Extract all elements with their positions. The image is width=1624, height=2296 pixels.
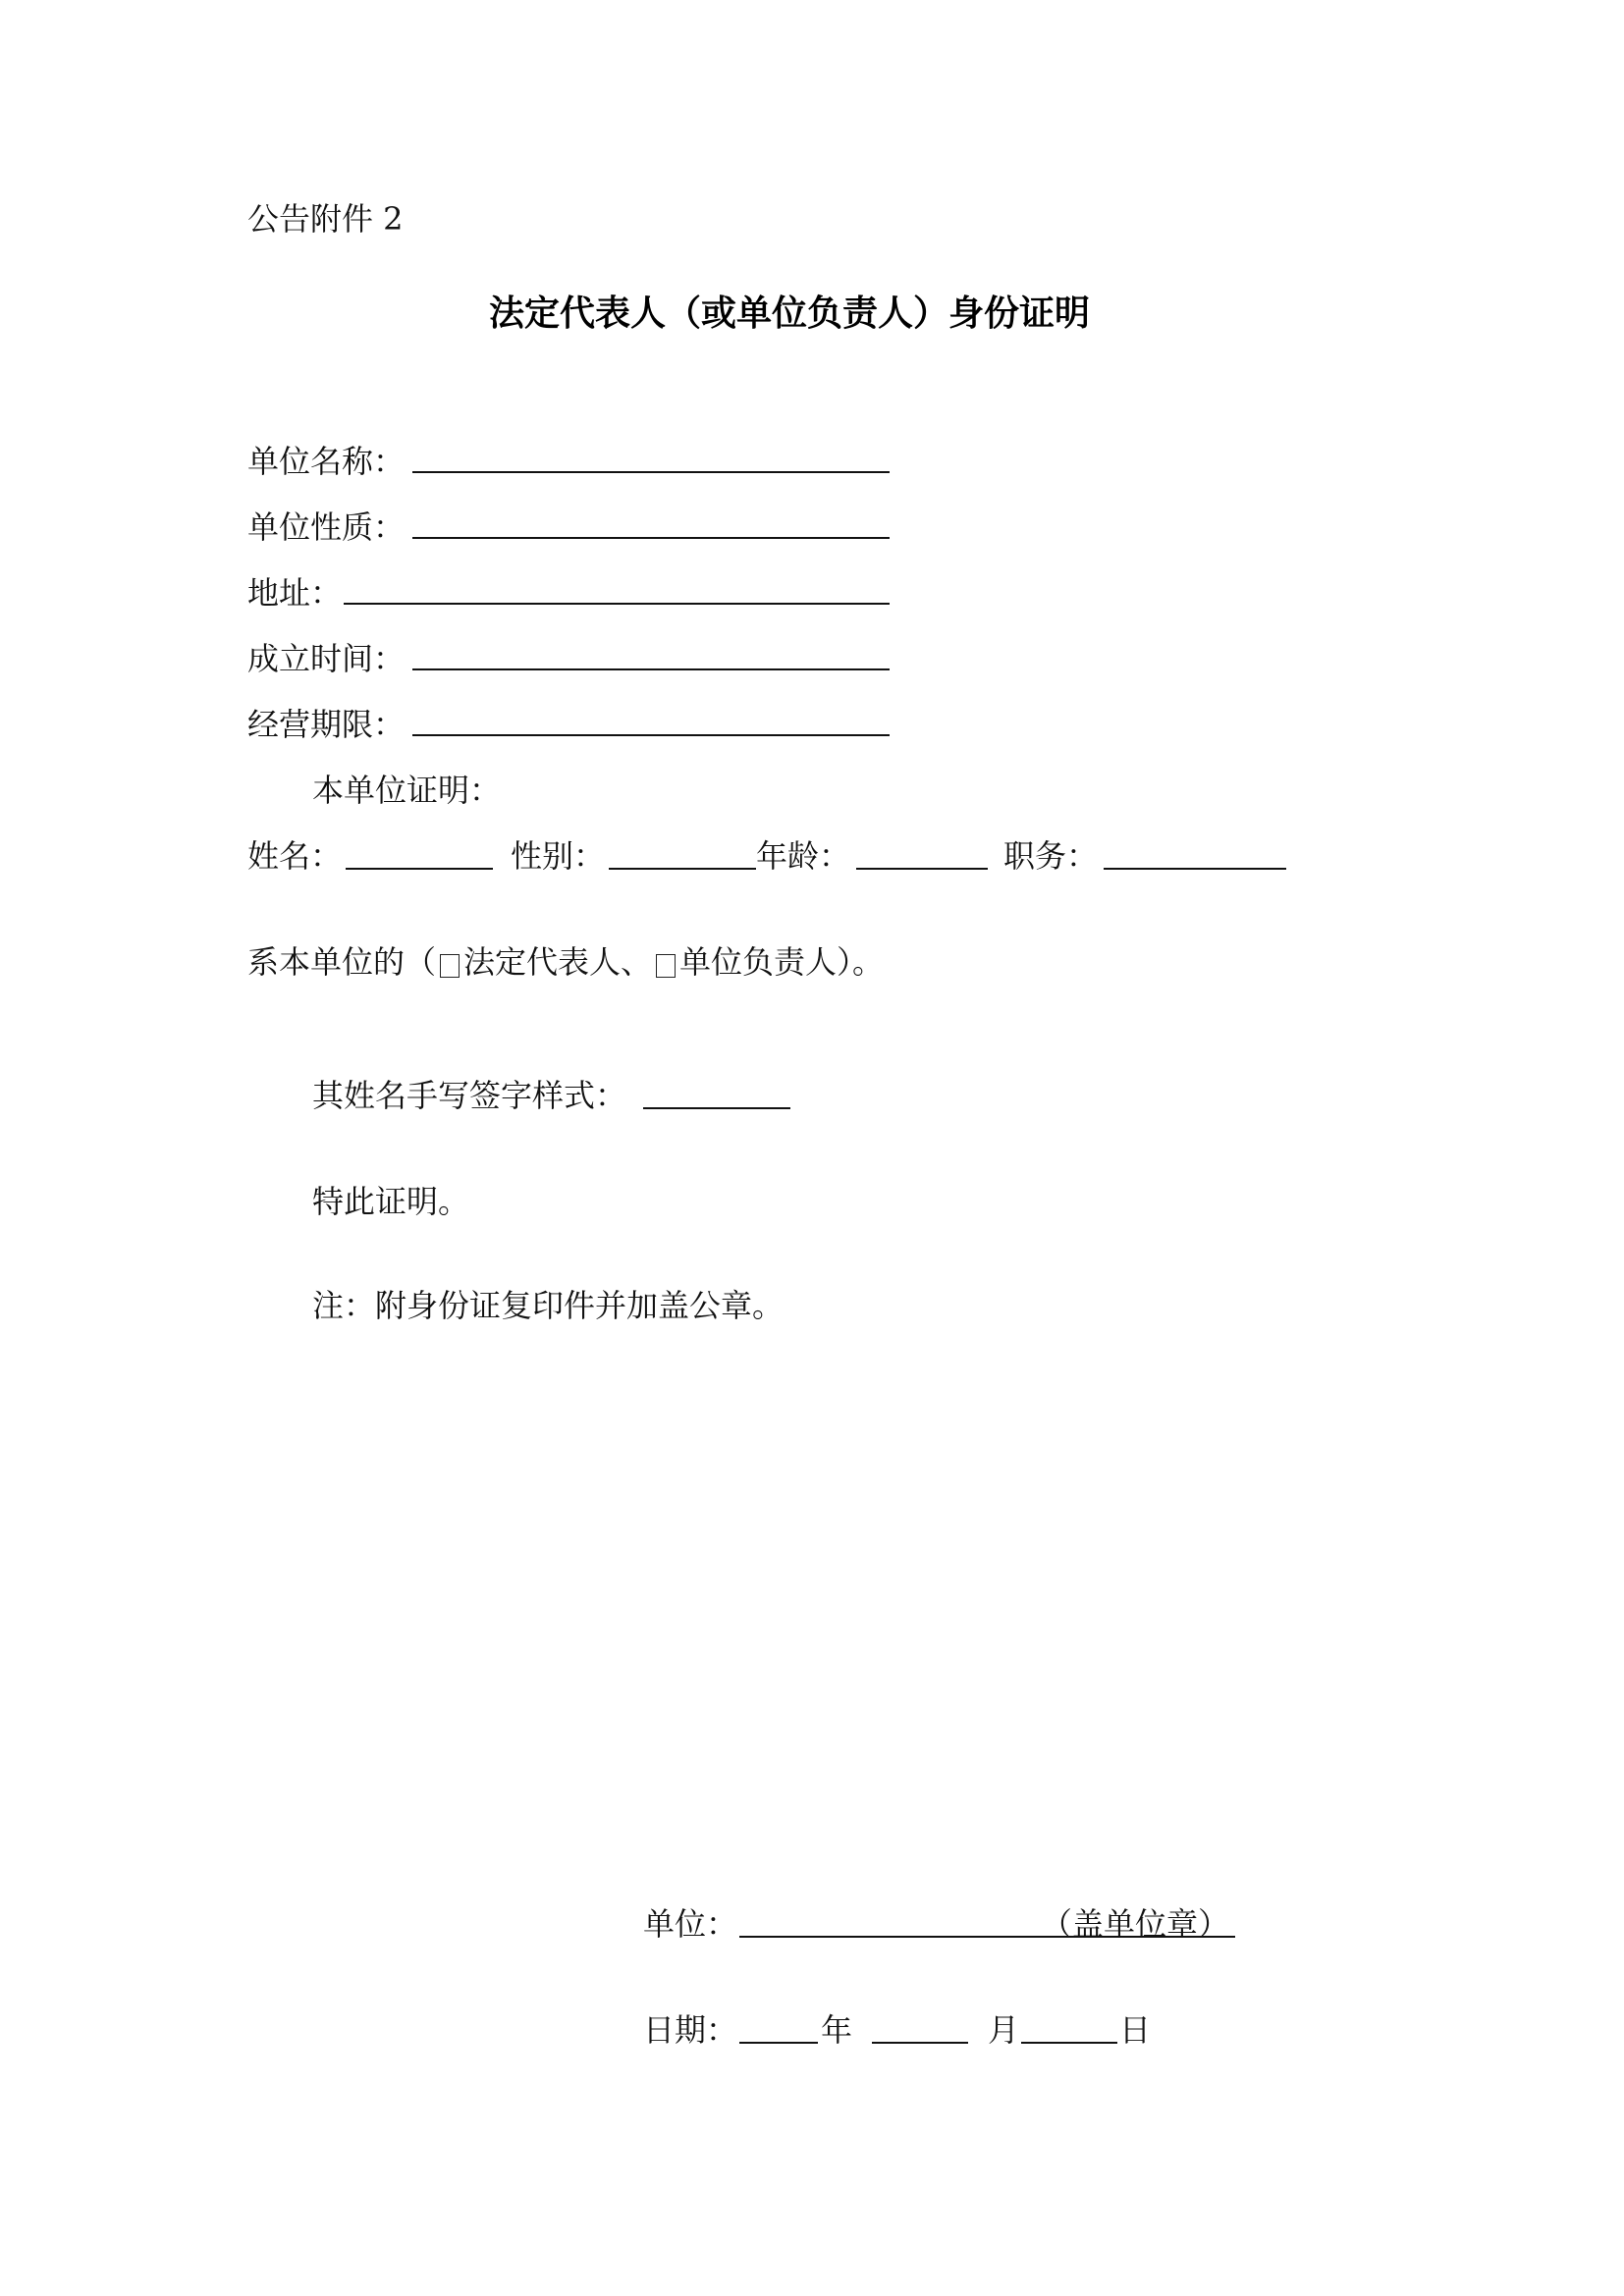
role-option-unit-head: 单位负责人）。 <box>679 943 885 981</box>
day-input-line[interactable] <box>1021 2042 1117 2044</box>
role-prefix: 系本单位的（ <box>247 943 437 981</box>
role-option-legal-representative: 法定代表人、 <box>463 943 653 981</box>
unit-nature-input-line[interactable] <box>412 537 890 539</box>
gender-label: 性别： <box>511 837 606 875</box>
unit-head-checkbox[interactable] <box>656 954 676 978</box>
note: 注：附身份证复印件并加盖公章。 <box>312 1287 785 1324</box>
role-statement <box>247 942 884 982</box>
document-title: 法定代表人（或单位负责人）身份证明 <box>489 294 1091 334</box>
field-label-address: 地址： <box>247 574 343 612</box>
age-label: 年龄： <box>756 837 851 875</box>
closing-statement: 特此证明。 <box>312 1183 470 1220</box>
signature-label: 其姓名手写签字样式： <box>312 1077 627 1114</box>
established-input-line[interactable] <box>412 668 890 670</box>
name-input-line[interactable] <box>346 868 493 870</box>
field-label-established: 成立时间： <box>247 640 406 677</box>
certify-intro: 本单位证明： <box>312 772 502 809</box>
field-label-unit-name: 单位名称： <box>247 443 406 480</box>
seal-hint: （盖单位章） <box>1041 1905 1230 1943</box>
attachment-label: 公告附件 2 <box>247 200 404 238</box>
gender-input-line[interactable] <box>609 868 756 870</box>
month-input-line[interactable] <box>872 2042 968 2044</box>
year-input-line[interactable] <box>739 2042 818 2044</box>
address-input-line[interactable] <box>344 603 890 605</box>
age-input-line[interactable] <box>856 868 988 870</box>
unit-name-input-line[interactable] <box>412 471 890 473</box>
date-label: 日期： <box>643 2011 738 2049</box>
position-input-line[interactable] <box>1104 868 1286 870</box>
field-label-operating-period: 经营期限： <box>247 706 406 743</box>
position-label: 职务： <box>1003 837 1099 875</box>
operating-period-input-line[interactable] <box>412 734 890 736</box>
unit-label: 单位： <box>643 1905 738 1943</box>
signature-input-line[interactable] <box>643 1107 790 1109</box>
name-label: 姓名： <box>247 837 343 875</box>
field-label-unit-nature: 单位性质： <box>247 508 406 546</box>
legal-representative-checkbox[interactable] <box>440 954 460 978</box>
year-label: 年 <box>821 2011 853 2049</box>
day-label: 日 <box>1119 2011 1152 2049</box>
month-label: 月 <box>988 2011 1020 2049</box>
